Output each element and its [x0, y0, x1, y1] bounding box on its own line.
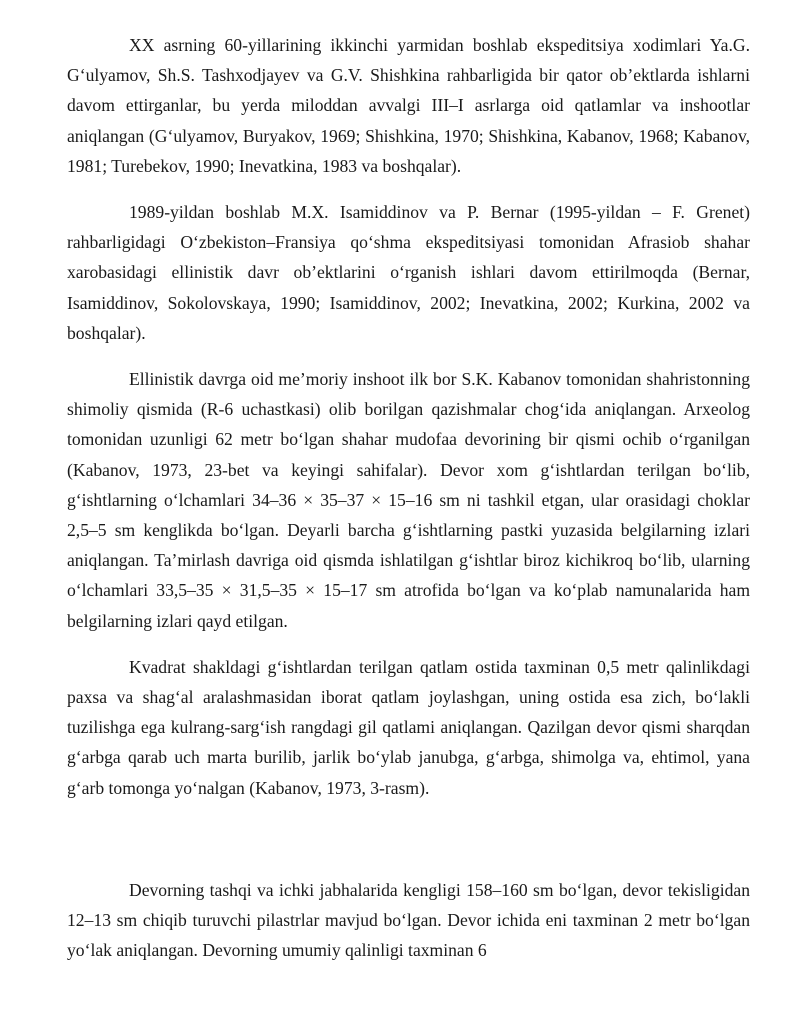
paragraph-franco-uzbek-expedition: 1989-yildan boshlab M.X. Isamiddinov va P. Bernar (1995-yildan – F. Grenet) rahbarligidagi O‘zbekiston–Fransiya qo‘shma ekspeditsiyasi tomonidan Afrasiob shahar xarobasidagi ellinistik davr ob’ektlarini o‘rganish ishlari davom ettirilmoqda (Bernar, Isamiddinov, Sokolovskaya, 1990; Isamiddinov, 2002; Inevatkina, 2002; Kurkina, 2002 va boshqalar).: [67, 202, 750, 343]
paragraph-layer-description: Kvadrat shakldagi g‘ishtlardan terilgan qatlam ostida taxminan 0,5 metr qalinlikdagi paxsa va shag‘al aralashmasidan iborat qatlam joylashgan, uning ostida esa zich, bo‘lakli tuzilishga ega kulrang-sarg‘ish rangdagi gil qatlami aniqlangan. Qazilgan devor qismi sharqdan g‘arbga qarab uch marta burilib, jarlik bo‘ylab janubga, g‘arbga, shimolga va, ehtimol, yana g‘arb tomonga yo‘nalgan (Kabanov, 1973, 3-rasm).: [67, 656, 750, 798]
paragraph-pilasters: Devorning tashqi va ichki jabhalarida kengligi 158–160 sm bo‘lgan, devor tekisligidan 12–13 sm chiqib turuvchi pilastrlar mavjud bo‘lgan. Devor ichida eni taxminan 2 metr bo‘lgan yo‘lak aniqlangan. Devorning umumiy qalinligi taxminan 6: [67, 879, 750, 961]
paragraph-expedition-1960s: XX asrning 60-yillarining ikkinchi yarmidan boshlab ekspeditsiya xodimlari Ya.G. G‘ulyamov, Sh.S. Tashxodjayev va G.V. Shishkina rahbarligida bir qator ob’ektlarda ishlarni davom ettirganlar, bu yerda miloddan avvalgi III–I asrlarga oid qatlamlar va inshootlar aniqlangan (G‘ulyamov, Buryakov, 1969; Shishkina, 1970; Shishkina, Kabanov, 1968; Kabanov, 1981; Turebekov, 1990; Inevatkina, 1983 va boshqalar).: [67, 35, 750, 176]
paragraph-hellenistic-wall: Ellinistik davrga oid me’moriy inshoot ilk bor S.K. Kabanov tomonidan shahristonning shimoliy qismida (R-6 uchastkasi) olib borilgan qazishmalar chog‘ida aniqlangan. Arxeolog tomonidan uzunligi 62 metr bo‘lgan shahar mudofaa devorining bir qismi ochib o‘rganilgan (Kabanov, 1973, 23-bet va keyingi sahifalar). Devor xom g‘ishtlardan terilgan bo‘lib, g‘ishtlarning o‘lchamlari 34–36 × 35–37 × 15–16 sm ni tashkil etgan, ular orasidagi choklar 2,5–5 sm kenglikda bo‘lgan. Deyarli barcha g‘ishtlarning pastki yuzasida belgilarning izlari aniqlangan. Ta’mirlash davriga oid qismda ishlatilgan g‘ishtlar biroz kichikroq bo‘lib, ularning o‘lchamlari 33,5–35 × 31,5–35 × 15–17 sm atrofida bo‘lgan va ko‘plab namunalarida ham belgilarning izlari qayd etilgan.: [67, 369, 750, 631]
